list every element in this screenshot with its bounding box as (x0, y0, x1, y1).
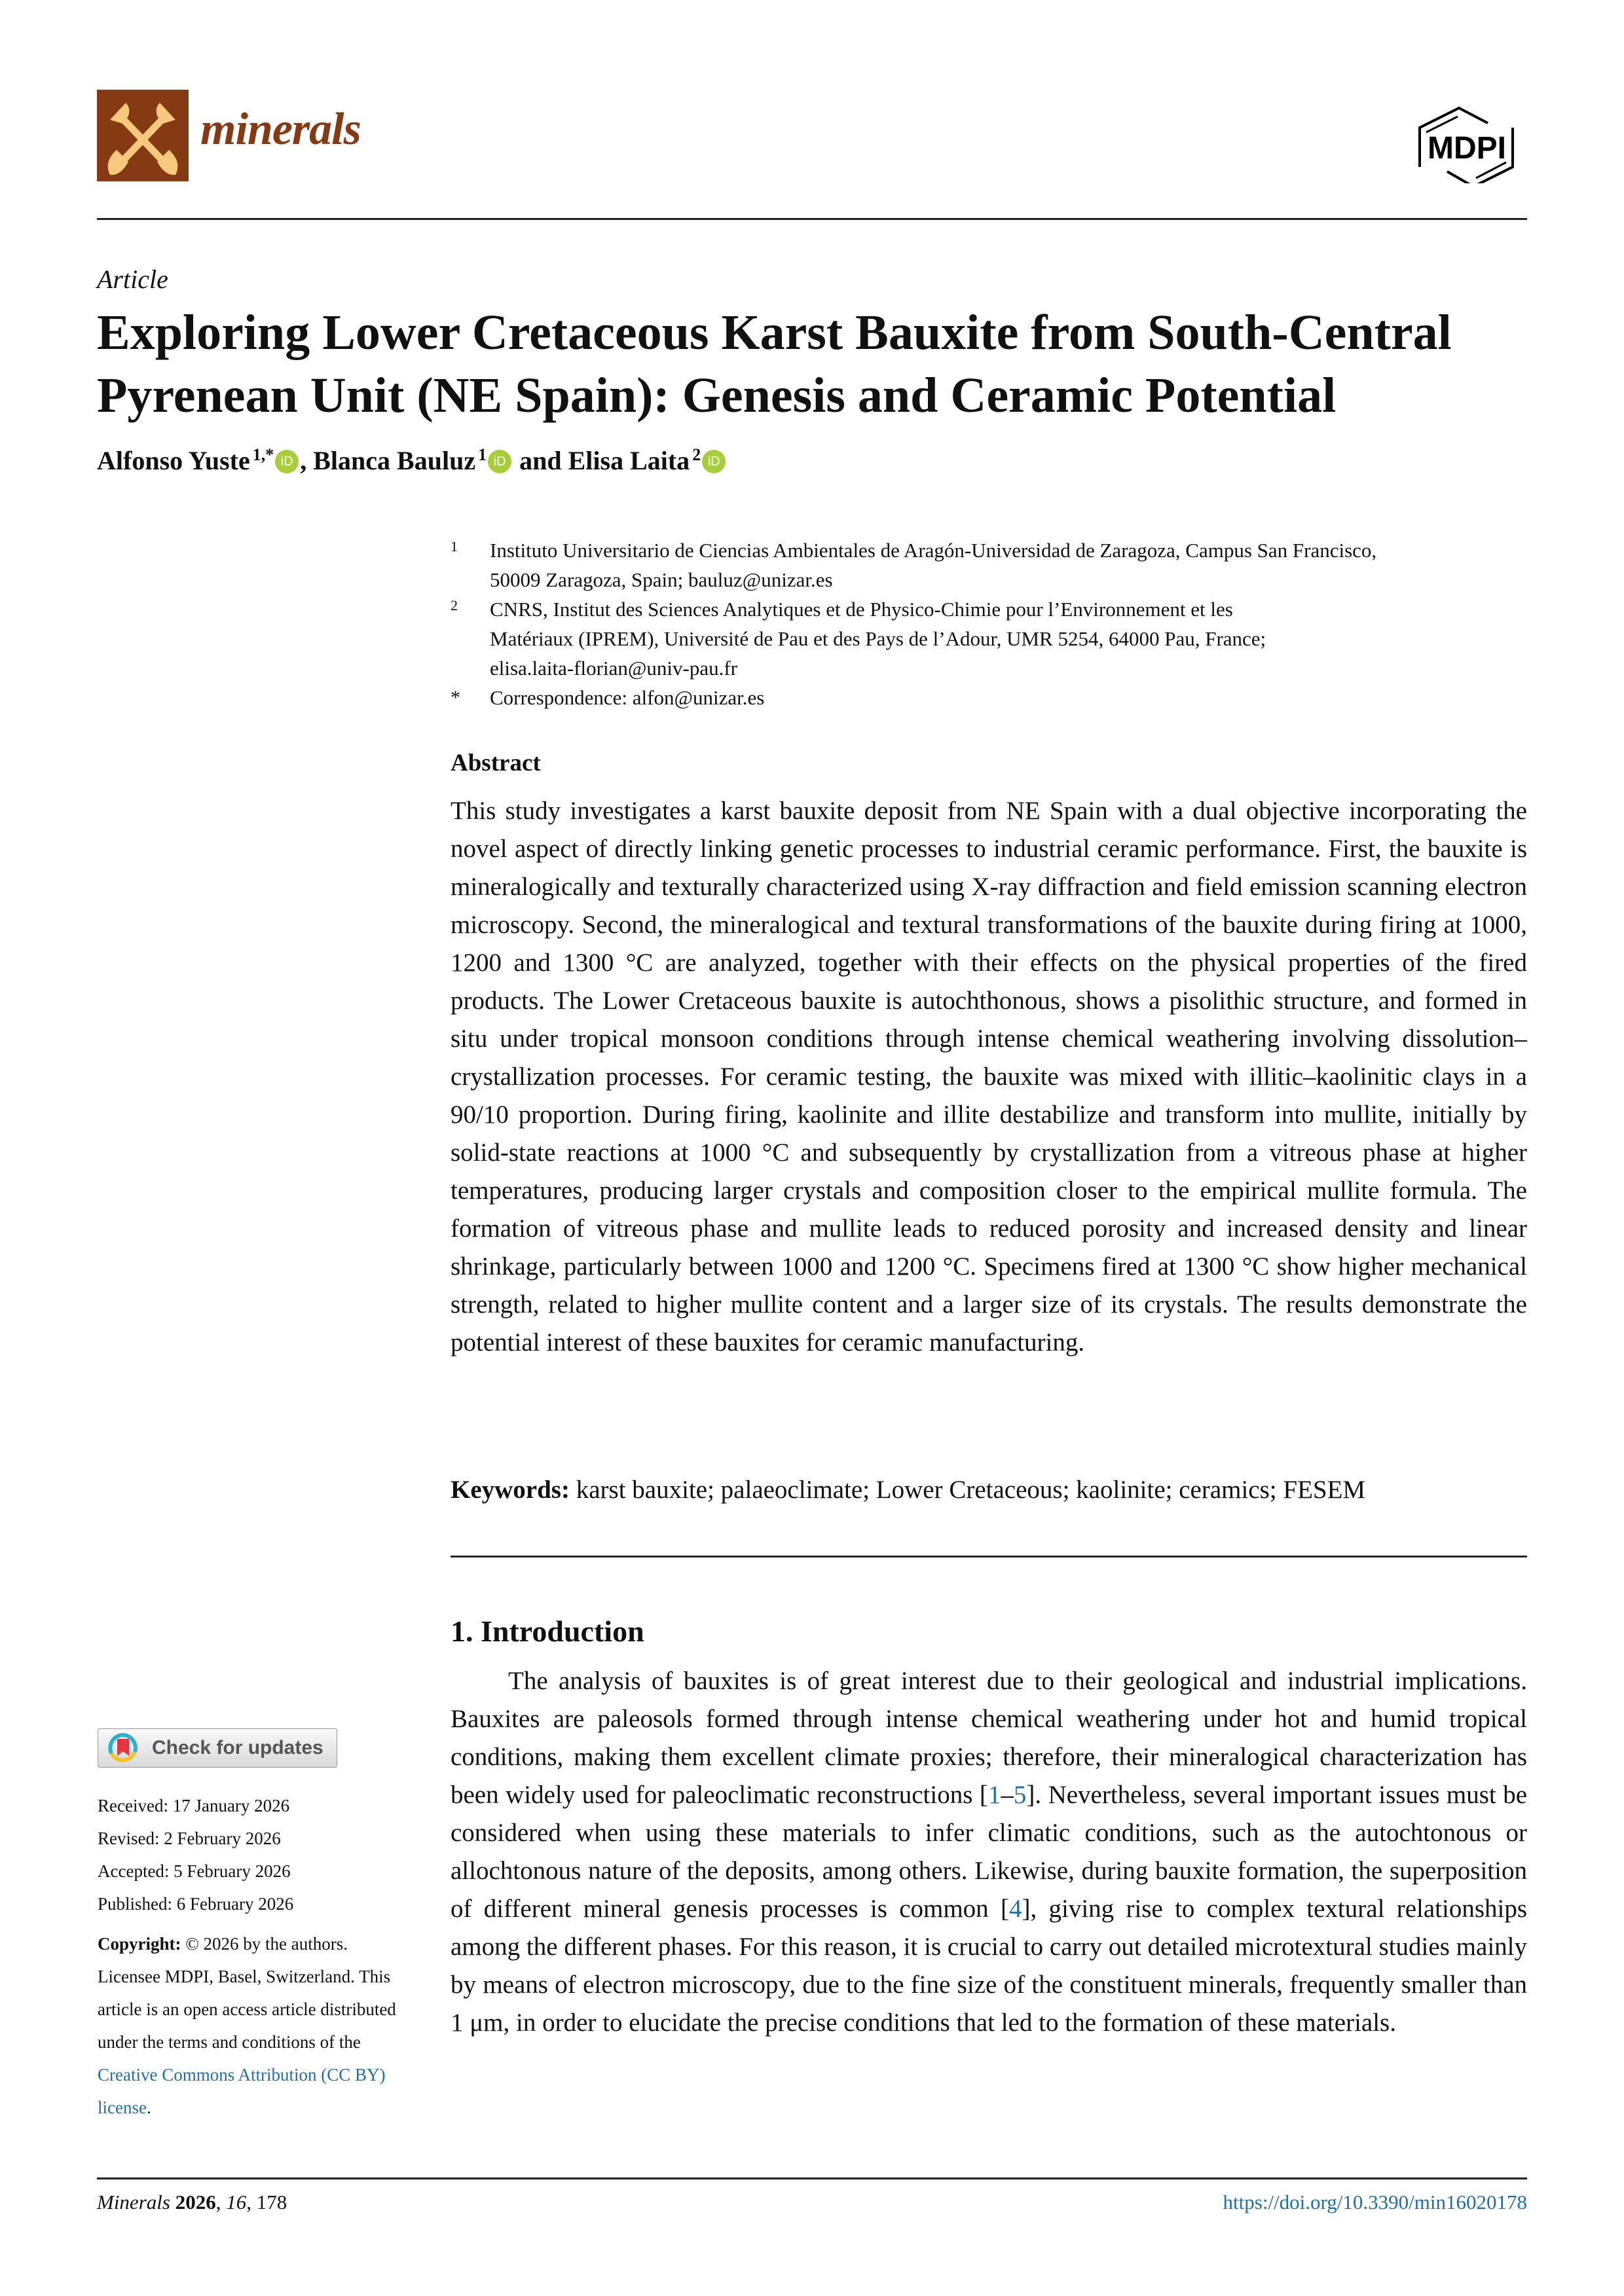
citation-link[interactable]: 1 (987, 1781, 1001, 1809)
author-name[interactable]: Elisa Laita (568, 446, 690, 475)
affiliations (451, 536, 1551, 712)
author-name[interactable]: Blanca Bauluz (313, 446, 476, 475)
copyright-label: Copyright: (98, 1934, 181, 1954)
date-published: Published: 6 February 2026 (98, 1894, 294, 1914)
header-divider (97, 218, 1527, 220)
abstract-heading: Abstract (451, 750, 541, 776)
footer-article-number: 178 (256, 2191, 287, 2214)
article-type: Article (97, 264, 168, 294)
citation-link[interactable]: 5 (1013, 1781, 1027, 1809)
journal-logo (97, 90, 189, 181)
orcid-icon[interactable]: iD (275, 450, 299, 473)
correspondence: * Correspondence: alfon@unizar.es (451, 686, 765, 709)
date-accepted: Accepted: 5 February 2026 (98, 1861, 291, 1881)
keywords-list: karst bauxite; palaeoclimate; Lower Cretaceous; kaolinite; ceramics; FESEM (576, 1476, 1366, 1504)
keywords-label: Keywords: (451, 1476, 570, 1504)
author-name[interactable]: Alfonso Yuste (97, 446, 250, 475)
section-heading-introduction: 1. Introduction (451, 1614, 644, 1648)
footer-journal: Minerals (97, 2191, 170, 2214)
copyright-notice: Copyright: © 2026 by the authors. Licensee MDPI, Basel, Switzerland. This article is an open access article distributed under the terms and conditions of the Creative Commons Attribution (CC BY) license. (98, 1934, 396, 2117)
introduction-paragraph: The analysis of bauxites is of great interest due to their geological and industrial implications. Bauxites are paleosols formed through intense chemical weathering under hot and humid tropical conditions, making them excellent climate proxies; therefore, their mineralogical characterization has been widely used for paleoclimatic reconstructions [1–5]. Nevertheless, several important issues must be considered when using these materials to infer climatic conditions, such as the autochtonous or allochtonous nature of the deposits, among others. Likewise, during bauxite formation, the superposition of different mineral genesis processes is common [4], giving rise to complex textural relationships among the different phases. For this reason, it is crucial to carry out detailed microtextural studies mainly by means of electron microscopy, due to the fine size of the constituent minerals, frequently smaller than 1 μm, in order to elucidate the precise conditions that led to the formation of these materials. (451, 1667, 1528, 2037)
orcid-icon[interactable]: iD (702, 450, 726, 473)
publication-dates (98, 1789, 293, 1920)
orcid-icon[interactable]: iD (488, 450, 511, 473)
check-for-updates-button[interactable] (98, 1728, 337, 1768)
affiliation-1: 1 Instituto Universitario de Ciencias Ambientales de Aragón-Universidad de Zaragoza, Campus San Francisco, 50009 Zaragoza, Spain; bauluz@unizar.es (451, 538, 1377, 591)
abstract-text: This study investigates a karst bauxite deposit from NE Spain with a dual objective incorporating the novel aspect of directly linking genetic processes to industrial ceramic performance. First, the bauxite is mineralogically and texturally characterized using X-ray diffraction and field emission scanning electron microscopy. Second, the mineralogical and textural transformations of the bauxite during firing at 1000, 1200 and 1300 °C are analyzed, together with their effects on the physical properties of the fired products. The Lower Cretaceous bauxite is autochthonous, shows a pisolithic structure, and formed in situ under tropical monsoon conditions through intense chemical weathering involving dissolution–crystallization processes. For ceramic testing, the bauxite was mixed with illitic–kaolinitic clays in a 90/10 proportion. During firing, kaolinite and illite destabilize and transform into mullite, initially by solid-state reactions at 1000 °C and subsequently by crystallization from a vitreous phase at higher temperatures, producing larger crystals and composition closer to the empirical mullite formula. The formation of vitreous phase and mullite leads to reduced porosity and increased density and linear shrinkage, particularly between 1000 and 1200 °C. Specimens fired at 1300 °C show higher mechanical strength, related to higher mullite content and a larger size of its crystals. The results demonstrate the potential interest of these bauxites for ceramic manufacturing. (451, 797, 1527, 1357)
footer-year: 2026 (175, 2191, 216, 2214)
doi-link[interactable]: https://doi.org/10.3390/min16020178 (1223, 2191, 1527, 2214)
citation-link[interactable]: 4 (1008, 1895, 1022, 1923)
affiliation-2: 2 CNRS, Institut des Sciences Analytiques et de Physico-Chimie pour l’Environnement et les Matériaux (IPREM), Université de Pau et des Pays de l’Adour, UMR 5254, 64000 Pau, France; elisa.laita-florian@univ-pau.fr (451, 597, 1266, 680)
author-affil-marker: 1 (478, 445, 487, 464)
author-affil-marker: 1,* (252, 445, 274, 464)
footer-divider (97, 2178, 1527, 2179)
citation-info: Minerals 2026, 16, 178 (97, 2191, 287, 2214)
keywords (451, 1475, 1527, 1504)
footer-volume: 16 (226, 2191, 247, 2214)
crossed-shovels-icon (97, 90, 189, 181)
date-revised: Revised: 2 February 2026 (98, 1829, 281, 1848)
mdpi-logo (1408, 105, 1526, 183)
check-updates-label: Check for updates (152, 1737, 323, 1758)
svg-text:MDPI: MDPI (1428, 131, 1506, 166)
abstract-divider (451, 1556, 1527, 1558)
author-affil-marker: 2 (692, 445, 701, 464)
article-title: Exploring Lower Cretaceous Karst Bauxite from South-Central Pyrenean Unit (NE Spain): Genesis and Ceramic Potential (97, 305, 1452, 423)
date-received: Received: 17 January 2026 (98, 1796, 290, 1815)
check-updates-icon (107, 1732, 139, 1764)
journal-name: minerals (200, 104, 361, 155)
license-link[interactable]: Creative Commons Attribution (CC BY) license (98, 2065, 386, 2117)
author-list: Alfonso Yuste $^{1,*}$ iD , Blanca Bauluz $^1$ iD and Elisa Laita $^2$ iD (97, 445, 727, 476)
